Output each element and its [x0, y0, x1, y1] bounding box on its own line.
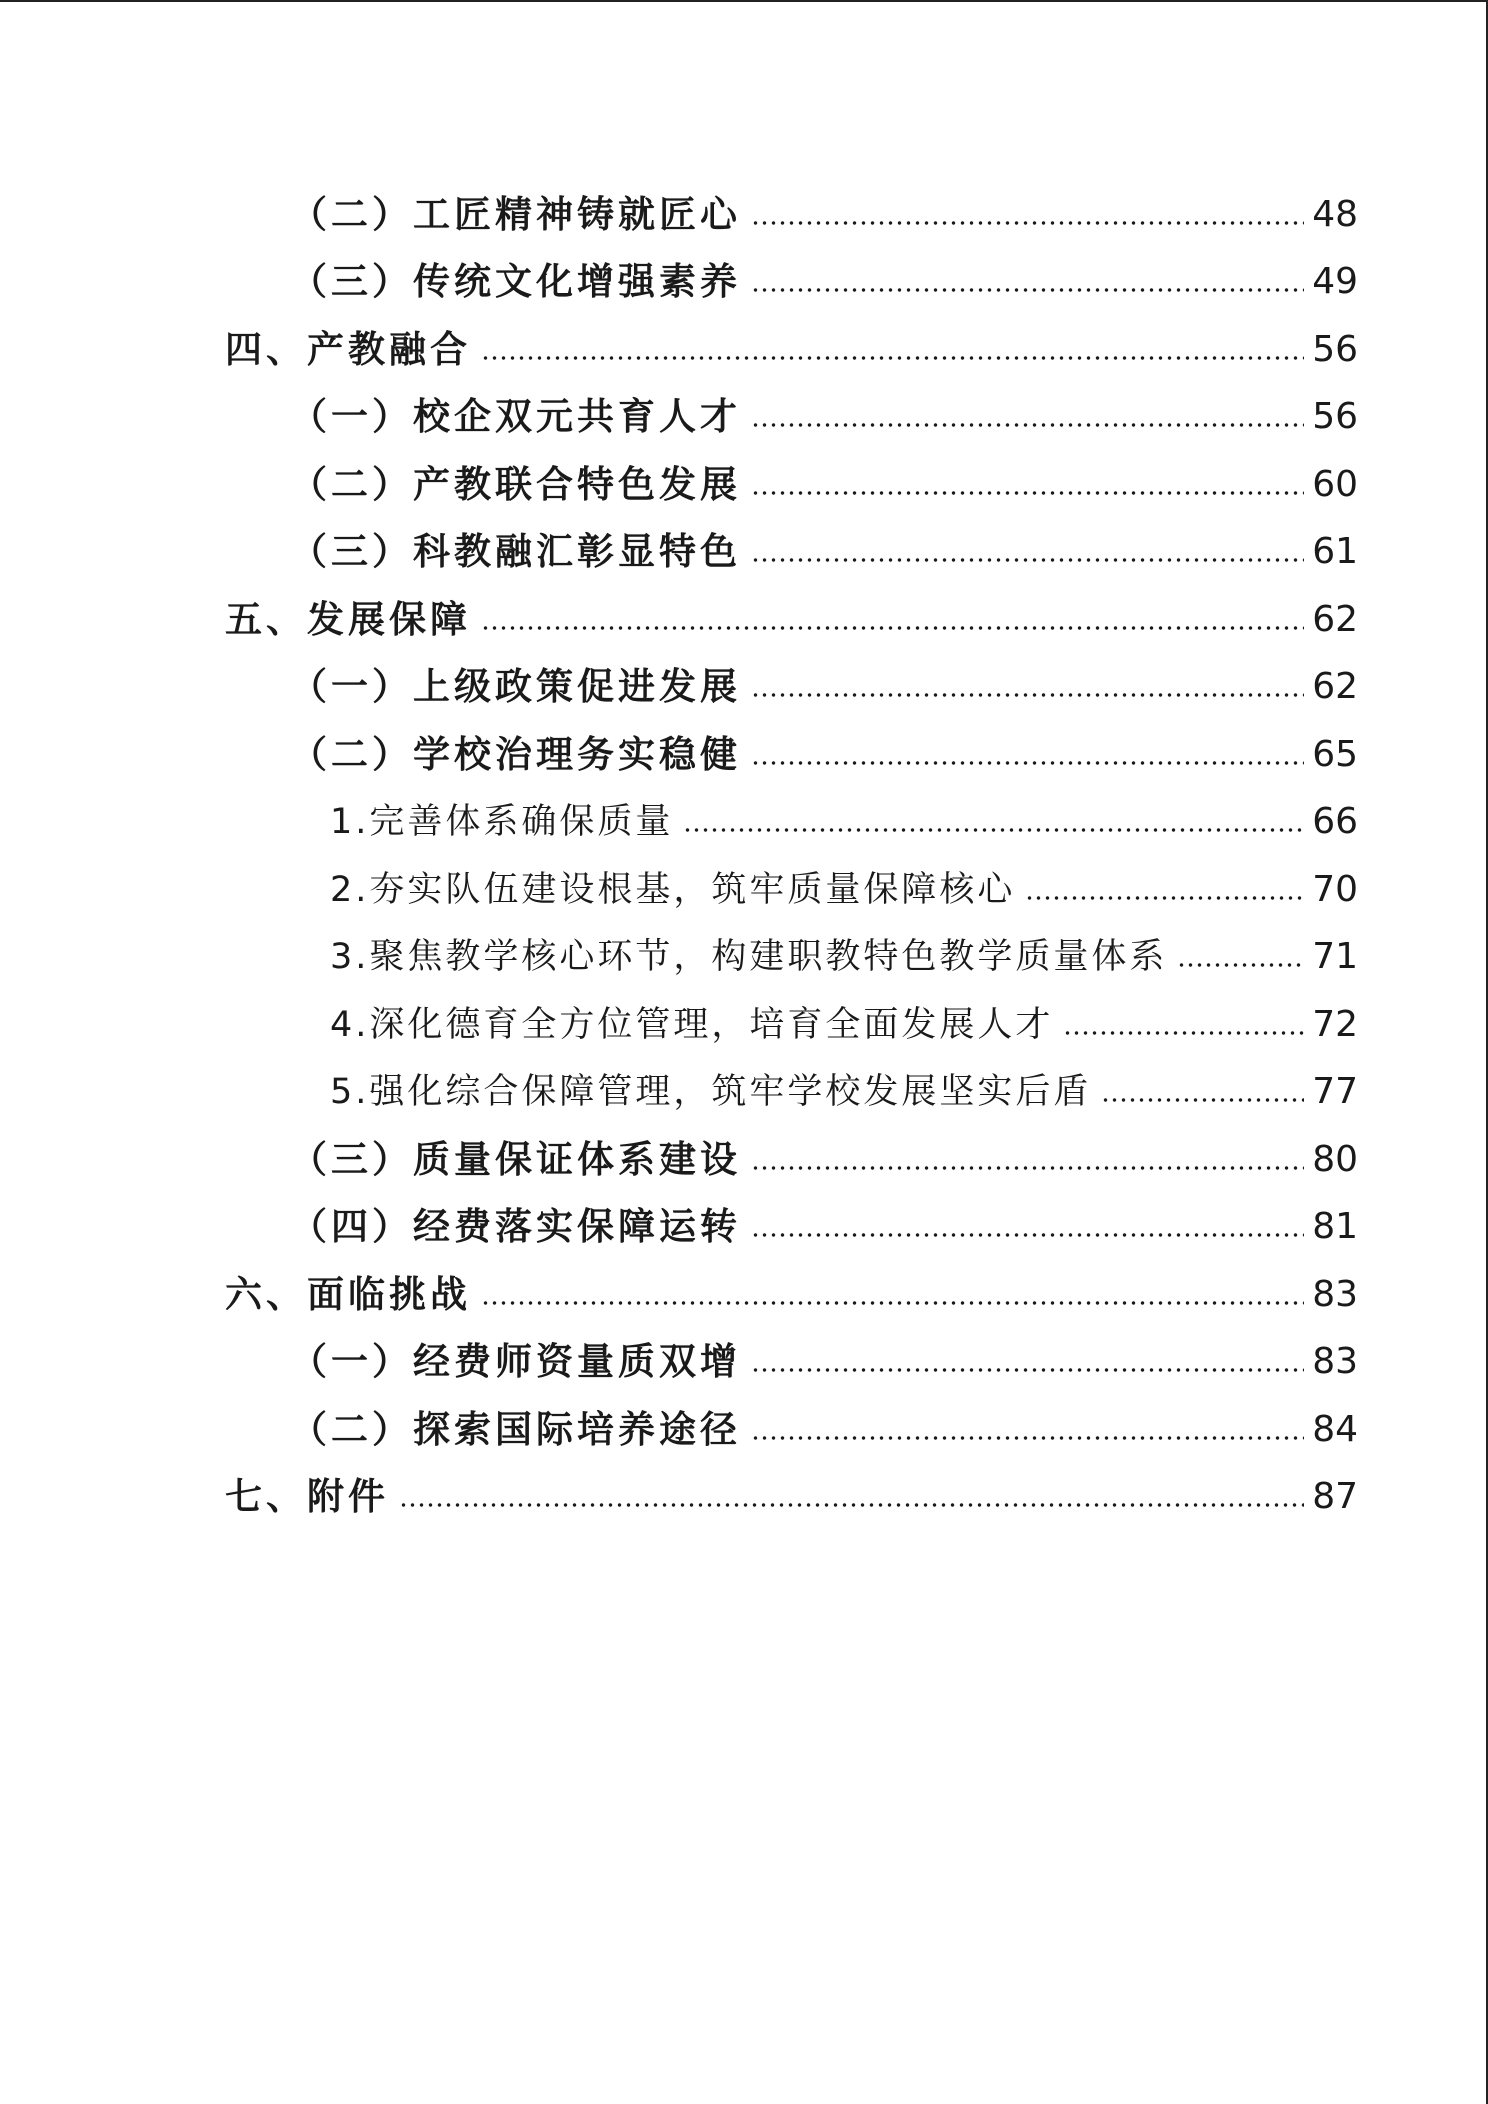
- toc-entry[interactable]: [290, 725, 1358, 785]
- toc-entry[interactable]: [290, 185, 1358, 245]
- toc-entry[interactable]: [290, 1197, 1358, 1257]
- toc-entry[interactable]: [330, 995, 1358, 1055]
- toc-dot-leader: [1177, 962, 1304, 968]
- toc-entry[interactable]: [330, 860, 1358, 920]
- toc-dot-leader: [751, 490, 1304, 496]
- toc-entry[interactable]: [290, 252, 1358, 312]
- toc-entry-label: （二）学校治理务实稳健: [290, 733, 741, 776]
- toc-dot-leader: [751, 692, 1304, 698]
- toc-entry[interactable]: [290, 1332, 1358, 1392]
- toc-page-number: 87: [1312, 1476, 1358, 1517]
- toc-dot-leader: [481, 1300, 1304, 1306]
- toc-dot-leader: [751, 287, 1304, 293]
- toc-entry-label: （三）质量保证体系建设: [290, 1138, 741, 1181]
- toc-entry-label: （二）产教联合特色发展: [290, 463, 741, 506]
- toc-entry-label: （一）经费师资量质双增: [290, 1340, 741, 1383]
- toc-page-number: 60: [1312, 464, 1358, 505]
- toc-entry-label: 七、附件: [225, 1475, 389, 1518]
- toc-entry-label: 5.强化综合保障管理，筑牢学校发展坚实后盾: [330, 1072, 1092, 1112]
- toc-dot-leader: [481, 625, 1304, 631]
- toc-dot-leader: [751, 760, 1304, 766]
- toc-page-number: 62: [1312, 599, 1358, 640]
- toc-dot-leader: [481, 355, 1304, 361]
- toc-page-number: 83: [1312, 1341, 1358, 1382]
- toc-entry-label: 五、发展保障: [225, 598, 471, 641]
- toc-page-number: 83: [1312, 1274, 1358, 1315]
- toc-dot-leader: [751, 557, 1304, 563]
- toc-dot-leader: [751, 1367, 1304, 1373]
- toc-entry[interactable]: [330, 1062, 1358, 1122]
- toc-entry[interactable]: [290, 657, 1358, 717]
- toc-page-number: 80: [1312, 1139, 1358, 1180]
- toc-entry[interactable]: [290, 1130, 1358, 1190]
- toc-dot-leader: [1101, 1097, 1304, 1103]
- toc-page-number: 70: [1312, 869, 1358, 910]
- toc-entry-label: （一）校企双元共育人才: [290, 395, 741, 438]
- toc-page-number: 49: [1312, 261, 1358, 302]
- toc-page-number: 81: [1312, 1206, 1358, 1247]
- toc-page-number: 77: [1312, 1071, 1358, 1112]
- toc-dot-leader: [751, 220, 1304, 226]
- toc-entry[interactable]: [225, 1265, 1358, 1325]
- toc-entry[interactable]: [290, 387, 1358, 447]
- toc-dot-leader: [1025, 895, 1304, 901]
- toc-dot-leader: [751, 1435, 1304, 1441]
- toc-entry[interactable]: [290, 522, 1358, 582]
- toc-entry-label: （二）工匠精神铸就匠心: [290, 193, 741, 236]
- toc-entry[interactable]: [290, 1400, 1358, 1460]
- toc-page-number: 56: [1312, 329, 1358, 370]
- toc-entry-label: （三）科教融汇彰显特色: [290, 530, 741, 573]
- toc-page-number: 61: [1312, 531, 1358, 572]
- toc-entry-label: 四、产教融合: [225, 328, 471, 371]
- toc-entry[interactable]: [225, 1467, 1358, 1527]
- toc-page-number: 66: [1312, 801, 1358, 842]
- toc-page-number: 84: [1312, 1409, 1358, 1450]
- toc-entry-label: （三）传统文化增强素养: [290, 260, 741, 303]
- toc-dot-leader: [1063, 1030, 1304, 1036]
- toc-entry-label: （四）经费落实保障运转: [290, 1205, 741, 1248]
- toc-entry[interactable]: [330, 927, 1358, 987]
- toc-page-number: 62: [1312, 666, 1358, 707]
- toc-entry-label: （一）上级政策促进发展: [290, 665, 741, 708]
- toc-entry[interactable]: [225, 590, 1358, 650]
- toc-page-number: 56: [1312, 396, 1358, 437]
- toc-entry-label: （二）探索国际培养途径: [290, 1408, 741, 1451]
- toc-entry-label: 1.完善体系确保质量: [330, 802, 674, 842]
- toc-dot-leader: [751, 422, 1304, 428]
- page-top-border: [0, 0, 1488, 2]
- toc-entry-label: 2.夯实队伍建设根基，筑牢质量保障核心: [330, 870, 1016, 910]
- toc-page-number: 71: [1312, 936, 1358, 977]
- toc-entry-label: 3.聚焦教学核心环节，构建职教特色教学质量体系: [330, 937, 1168, 977]
- toc-entry[interactable]: [330, 792, 1358, 852]
- toc-entry[interactable]: [225, 320, 1358, 380]
- toc-page-number: 48: [1312, 194, 1358, 235]
- toc-page-number: 72: [1312, 1004, 1358, 1045]
- toc-dot-leader: [751, 1165, 1304, 1171]
- toc-entry[interactable]: [290, 455, 1358, 515]
- toc-dot-leader: [399, 1502, 1304, 1508]
- toc-dot-leader: [751, 1232, 1304, 1238]
- toc-entry-label: 六、面临挑战: [225, 1273, 471, 1316]
- toc-entry-label: 4.深化德育全方位管理，培育全面发展人才: [330, 1005, 1054, 1045]
- toc-page-number: 65: [1312, 734, 1358, 775]
- toc-dot-leader: [683, 827, 1304, 833]
